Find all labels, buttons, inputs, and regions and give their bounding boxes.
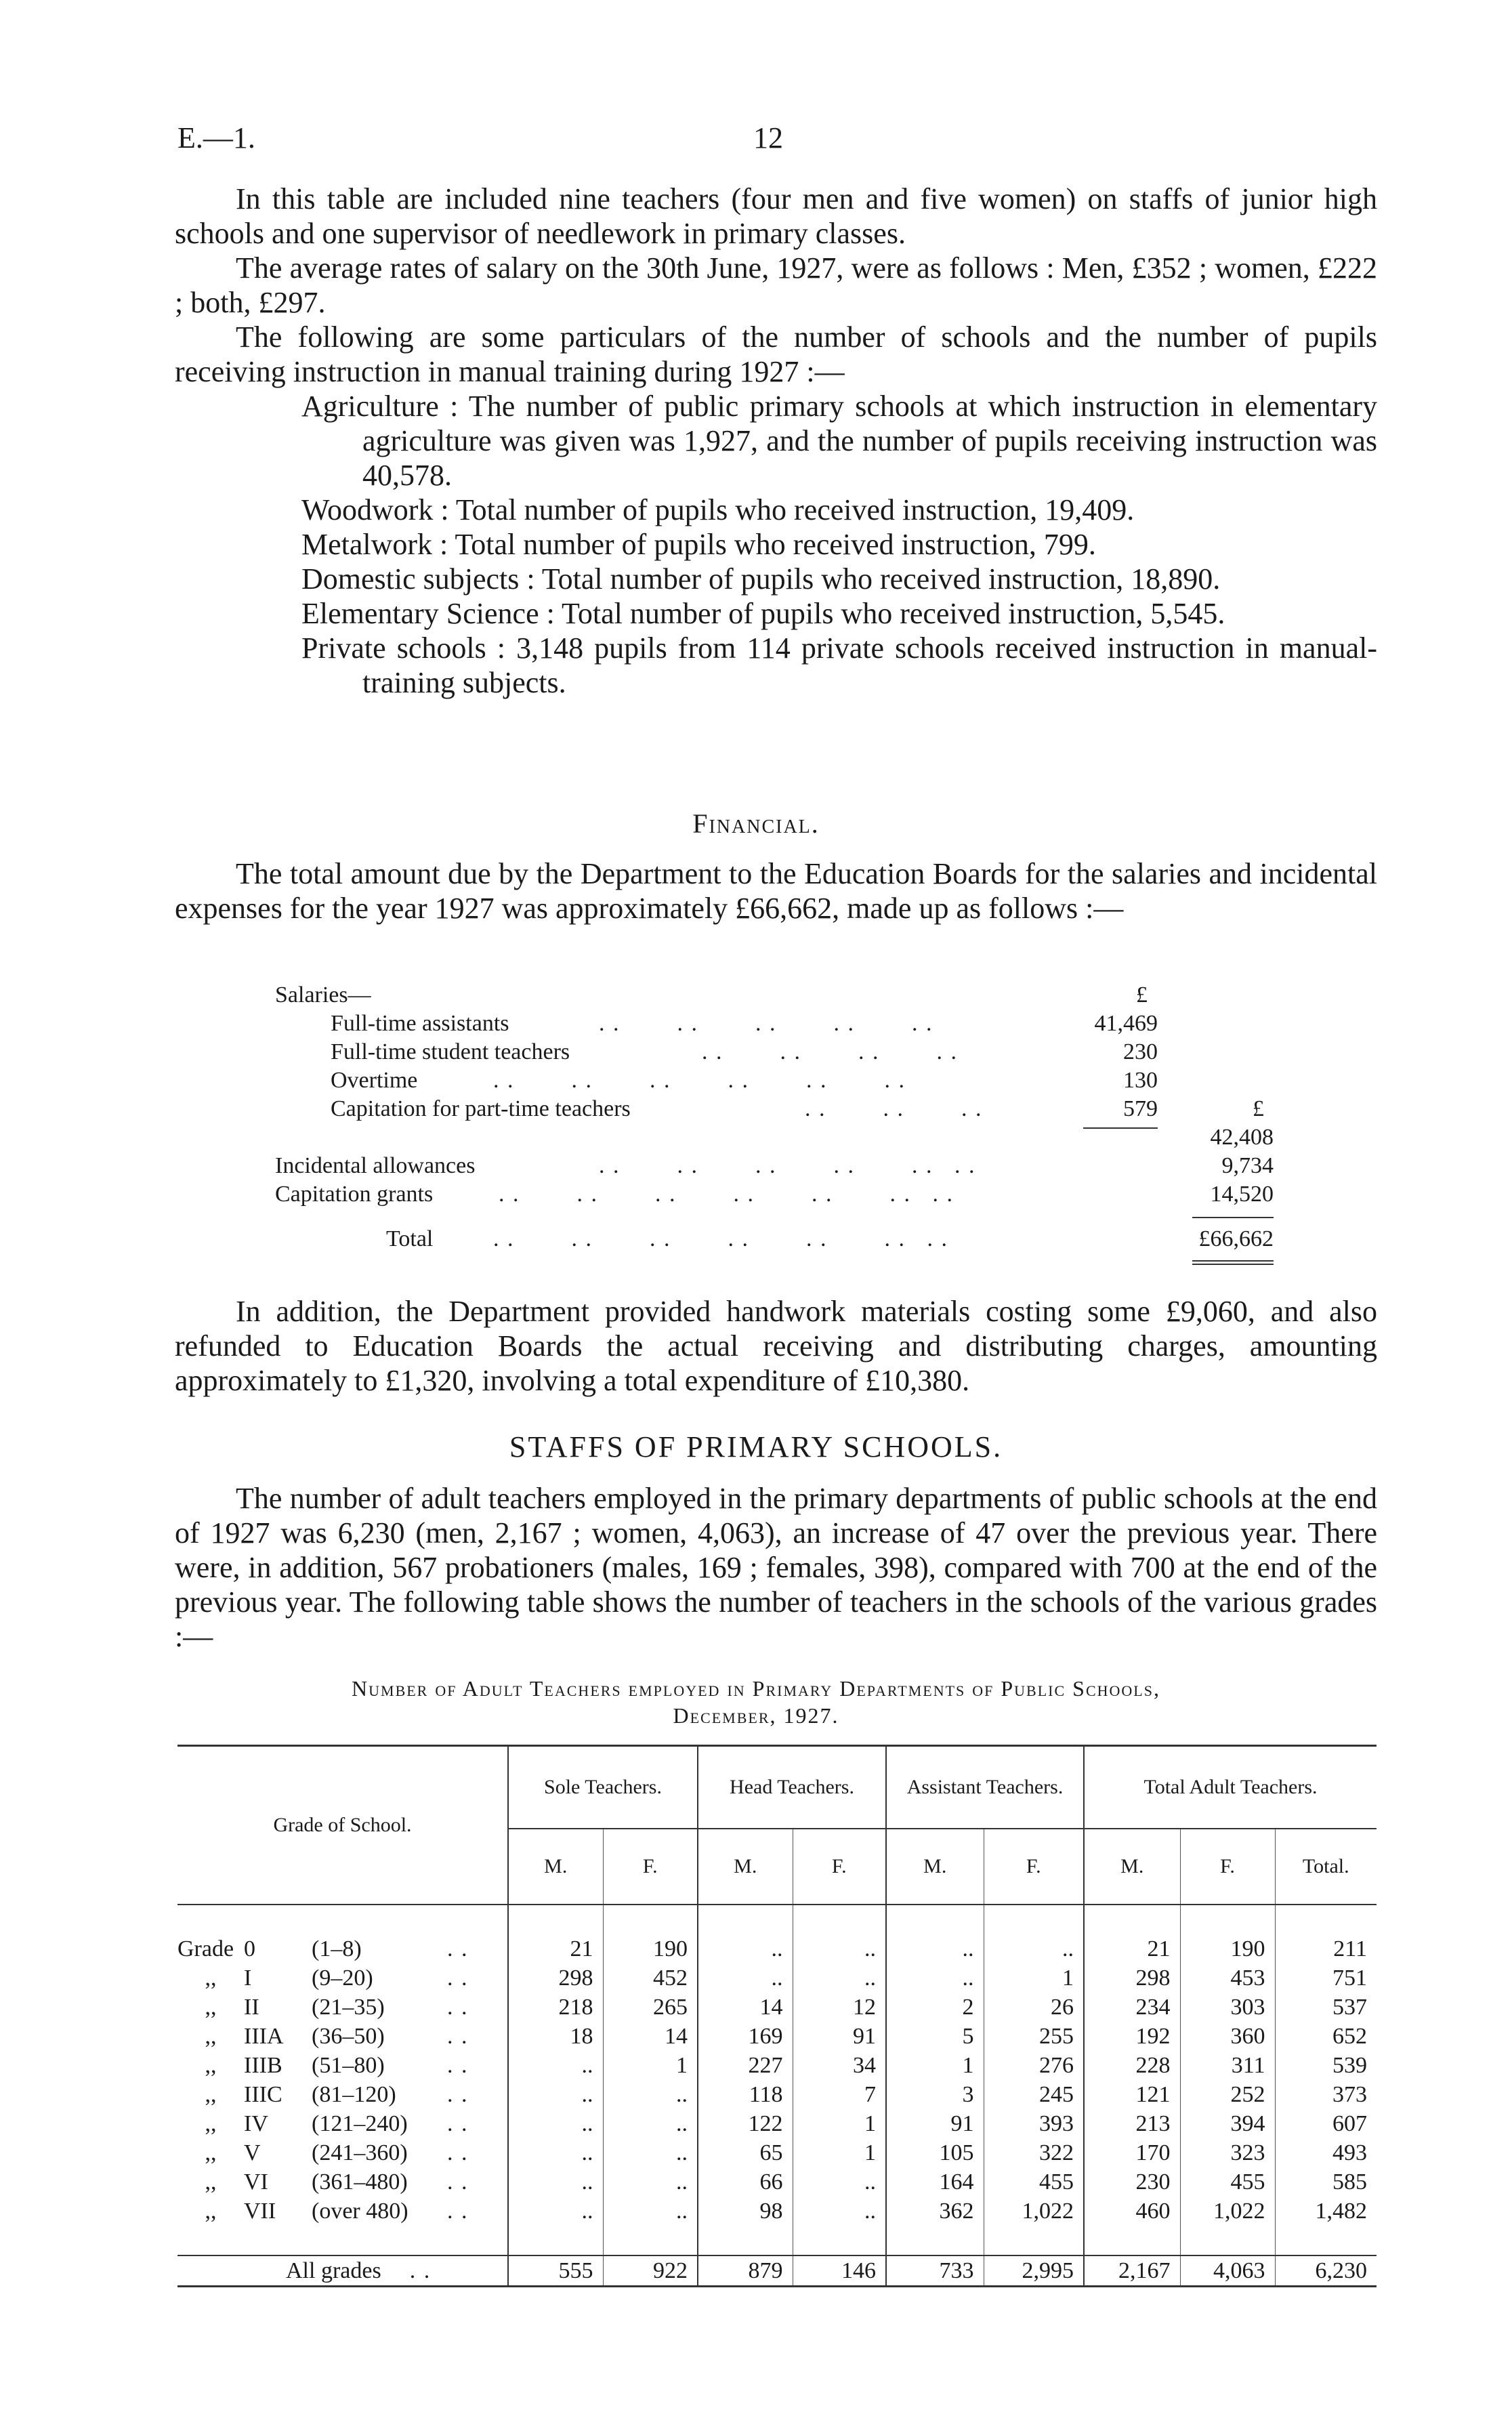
intro-paragraph-1: In this table are included nine teachers (four men and five women) on staffs of junior high schools and one supervisor of needlework in primary classes. bbox=[175, 182, 1377, 250]
all-grades-label: All grades . . bbox=[177, 2255, 508, 2287]
total-m: 230 bbox=[1084, 2167, 1180, 2197]
head-f: .. bbox=[793, 1934, 886, 1963]
sole-f: .. bbox=[603, 2167, 698, 2197]
all-sole-f: 922 bbox=[603, 2255, 698, 2287]
financial-statement bbox=[275, 981, 1291, 1266]
total-all: 751 bbox=[1275, 1963, 1377, 1993]
salary-item-amount: 230 bbox=[1123, 1039, 1158, 1064]
total-total-header: Total. bbox=[1275, 1829, 1377, 1905]
staffs-section bbox=[175, 1481, 1377, 1654]
head-m: .. bbox=[698, 1934, 793, 1963]
salary-item-label: Overtime bbox=[331, 1068, 418, 1093]
total-all: 607 bbox=[1275, 2109, 1377, 2138]
manual-item-domestic: Domestic subjects : Total number of pupils who received instruction, 18,890. bbox=[301, 562, 1221, 596]
total-all: 493 bbox=[1275, 2138, 1377, 2167]
head-f: 1 bbox=[793, 2109, 886, 2138]
total-m: 121 bbox=[1084, 2080, 1180, 2109]
financial-addition-section bbox=[175, 1294, 1377, 1398]
head-f: 34 bbox=[793, 2051, 886, 2080]
manual-item-woodwork: Woodwork : Total number of pupils who received instruction, 19,409. bbox=[301, 493, 1135, 526]
total-all: 1,482 bbox=[1275, 2197, 1377, 2226]
total-f: 1,022 bbox=[1180, 2197, 1275, 2226]
head-m-header: M. bbox=[698, 1829, 793, 1905]
sole-m: 18 bbox=[508, 2022, 603, 2051]
manual-item-private: Private schools : 3,148 pupils from 114 private schools received instruction in manual-training subjects. bbox=[301, 631, 1377, 699]
other-item bbox=[275, 1180, 1291, 1209]
table-row bbox=[177, 1963, 1377, 1993]
assistant-f: 1,022 bbox=[984, 2197, 1084, 2226]
assistant-m: 1 bbox=[886, 2051, 984, 2080]
intro-section bbox=[175, 182, 1377, 700]
head-f: .. bbox=[793, 1963, 886, 1993]
total-all: 539 bbox=[1275, 2051, 1377, 2080]
assistant-f: 1 bbox=[984, 1963, 1084, 1993]
table-header-row-1 bbox=[177, 1746, 1377, 1829]
sole-f: 265 bbox=[603, 1993, 698, 2022]
manual-item-agriculture: Agriculture : The number of public primary schools at which instruction in elementary agriculture was given was 1,927, and the number of pupils receiving instruction was 40,578. bbox=[301, 390, 1377, 492]
head-m: 65 bbox=[698, 2138, 793, 2167]
total-m: 234 bbox=[1084, 1993, 1180, 2022]
total-label: Total bbox=[386, 1226, 434, 1251]
all-total-f: 4,063 bbox=[1180, 2255, 1275, 2287]
leader-dots: . . . . . . . . . . . . . . bbox=[499, 1182, 954, 1207]
sole-f: .. bbox=[603, 2109, 698, 2138]
total-f: 455 bbox=[1180, 2167, 1275, 2197]
assistant-m: 2 bbox=[886, 1993, 984, 2022]
salaries-subtotal-row bbox=[275, 1123, 1291, 1152]
total-f-header: F. bbox=[1180, 1829, 1275, 1905]
salary-item-amount: 130 bbox=[1123, 1068, 1158, 1093]
leader-dots: . . . . . . . . . . . . . . bbox=[493, 1226, 948, 1251]
head-m: .. bbox=[698, 1963, 793, 1993]
head-f: 1 bbox=[793, 2138, 886, 2167]
financial-total-amount: £66,662 bbox=[1198, 1226, 1274, 1251]
assistant-f-header: F. bbox=[984, 1829, 1084, 1905]
assistant-f: 26 bbox=[984, 1993, 1084, 2022]
grade-label: ,, II (21–35) . . bbox=[205, 1994, 469, 2020]
head-f: 7 bbox=[793, 2080, 886, 2109]
intro-paragraph-3: The following are some particulars of the number of schools and the number of pupils receiving instruction in manual training during 1927 :— bbox=[175, 320, 1377, 388]
total-f: 360 bbox=[1180, 2022, 1275, 2051]
financial-heading: Financial. bbox=[692, 808, 820, 839]
assistant-m-header: M. bbox=[886, 1829, 984, 1905]
currency-symbol-col2: £ bbox=[1253, 1096, 1264, 1121]
head-f-header: F. bbox=[793, 1829, 886, 1905]
table-row bbox=[177, 1934, 1377, 1963]
sole-f: 190 bbox=[603, 1934, 698, 1963]
head-m: 122 bbox=[698, 2109, 793, 2138]
grade-label: ,, V (241–360) . . bbox=[205, 2140, 469, 2165]
total-f: 303 bbox=[1180, 1993, 1275, 2022]
table-row bbox=[177, 1993, 1377, 2022]
assistant-m: 5 bbox=[886, 2022, 984, 2051]
sole-f: 1 bbox=[603, 2051, 698, 2080]
total-m-header: M. bbox=[1084, 1829, 1180, 1905]
assistant-m: 362 bbox=[886, 2197, 984, 2226]
table-row bbox=[177, 2080, 1377, 2109]
salaries-label: Salaries— bbox=[275, 982, 371, 1007]
total-m: 460 bbox=[1084, 2197, 1180, 2226]
salary-item-amount: 579 bbox=[1123, 1096, 1158, 1121]
assistant-f: 245 bbox=[984, 2080, 1084, 2109]
sole-m: .. bbox=[508, 2109, 603, 2138]
teachers-table bbox=[177, 1745, 1377, 2287]
assistant-f: 255 bbox=[984, 2022, 1084, 2051]
total-all: 373 bbox=[1275, 2080, 1377, 2109]
grade-label: ,, IIIC (81–120) . . bbox=[205, 2081, 469, 2107]
assistant-f: 322 bbox=[984, 2138, 1084, 2167]
total-f: 323 bbox=[1180, 2138, 1275, 2167]
financial-intro-section bbox=[175, 856, 1377, 926]
other-item-amount: 9,734 bbox=[1221, 1153, 1274, 1178]
assistant-m: 164 bbox=[886, 2167, 984, 2197]
sole-m: 298 bbox=[508, 1963, 603, 1993]
currency-symbol-col1: £ bbox=[1136, 982, 1148, 1007]
assistant-m: .. bbox=[886, 1963, 984, 1993]
salary-item bbox=[275, 1038, 1291, 1066]
head-f: 91 bbox=[793, 2022, 886, 2051]
all-total-m: 2,167 bbox=[1084, 2255, 1180, 2287]
other-item-label: Capitation grants bbox=[275, 1182, 434, 1207]
total-m: 228 bbox=[1084, 2051, 1180, 2080]
teachers-table-wrapper bbox=[177, 1745, 1377, 2287]
table-row bbox=[177, 2167, 1377, 2197]
salary-item-label: Full-time student teachers bbox=[331, 1039, 570, 1064]
grade-label: ,, VII (over 480) . . bbox=[205, 2198, 469, 2224]
total-m: 298 bbox=[1084, 1963, 1180, 1993]
sole-teachers-header: Sole Teachers. bbox=[508, 1746, 698, 1829]
total-rule bbox=[1192, 1217, 1274, 1218]
table-caption-line-2: December, 1927. bbox=[673, 1703, 839, 1728]
all-head-m: 879 bbox=[698, 2255, 793, 2287]
leader-dots: . . . . . . . . . . . . bbox=[599, 1153, 976, 1178]
financial-addition: In addition, the Department provided handwork materials costing some £9,060, and also refunded to Education Boards the actual receiving and distributing charges, amounting approximately to £1,320, involving a total expenditure of £10,380. bbox=[175, 1295, 1377, 1397]
staffs-heading: STAFFS OF PRIMARY SCHOOLS. bbox=[509, 1430, 1003, 1463]
double-rule-top bbox=[1192, 1260, 1274, 1262]
assistant-m: 3 bbox=[886, 2080, 984, 2109]
subtotal-rule bbox=[1083, 1127, 1158, 1129]
all-head-f: 146 bbox=[793, 2255, 886, 2287]
salary-item bbox=[275, 1095, 1291, 1123]
salaries-total: 42,408 bbox=[1210, 1125, 1274, 1150]
sole-m: 21 bbox=[508, 1934, 603, 1963]
leader-dots: . . . . . . . . . . . . bbox=[493, 1068, 906, 1093]
assistant-m: 105 bbox=[886, 2138, 984, 2167]
assistant-f: 455 bbox=[984, 2167, 1084, 2197]
leader-dots: . . . . . . . . . . bbox=[599, 1011, 933, 1036]
all-assistant-f: 2,995 bbox=[984, 2255, 1084, 2287]
grade-label: ,, IV (121–240) . . bbox=[205, 2110, 469, 2136]
head-m: 169 bbox=[698, 2022, 793, 2051]
salary-item-label: Capitation for part-time teachers bbox=[331, 1096, 631, 1121]
other-item-label: Incidental allowances bbox=[275, 1153, 476, 1178]
leader-dots: . . . . . . bbox=[805, 1096, 983, 1121]
head-f: .. bbox=[793, 2167, 886, 2197]
grade-label: Grade 0 (1–8) . . bbox=[177, 1936, 469, 1961]
other-item bbox=[275, 1152, 1291, 1180]
intro-paragraph-2: The average rates of salary on the 30th June, 1927, were as follows : Men, £352 ; women, £222 ; both, £297. bbox=[175, 251, 1377, 319]
all-total-all: 6,230 bbox=[1275, 2255, 1377, 2287]
sole-f-header: F. bbox=[603, 1829, 698, 1905]
total-f: 252 bbox=[1180, 2080, 1275, 2109]
grade-label: ,, IIIB (51–80) . . bbox=[205, 2052, 469, 2078]
other-item-amount: 14,520 bbox=[1210, 1182, 1274, 1207]
sole-m: .. bbox=[508, 2197, 603, 2226]
leader-dots: . . . . . . . . bbox=[702, 1039, 958, 1064]
salary-item-amount: 41,469 bbox=[1094, 1011, 1158, 1036]
all-assistant-m: 733 bbox=[886, 2255, 984, 2287]
manual-training-list bbox=[175, 389, 1377, 700]
total-adult-teachers-header: Total Adult Teachers. bbox=[1084, 1746, 1377, 1829]
sole-m: .. bbox=[508, 2080, 603, 2109]
financial-intro: The total amount due by the Department to the Education Boards for the salaries and incidental expenses for the year 1927 was approximately £66,662, made up as follows :— bbox=[175, 857, 1377, 925]
sole-f: .. bbox=[603, 2197, 698, 2226]
manual-item-science: Elementary Science : Total number of pupils who received instruction, 5,545. bbox=[301, 597, 1225, 630]
all-sole-m: 555 bbox=[508, 2255, 603, 2287]
total-f: 453 bbox=[1180, 1963, 1275, 1993]
all-grades-row bbox=[177, 2255, 1377, 2287]
assistant-m: 91 bbox=[886, 2109, 984, 2138]
sole-m: .. bbox=[508, 2138, 603, 2167]
sole-f: .. bbox=[603, 2080, 698, 2109]
salary-item bbox=[275, 1010, 1291, 1038]
manual-item-metalwork: Metalwork : Total number of pupils who received instruction, 799. bbox=[301, 528, 1096, 561]
sole-f: 452 bbox=[603, 1963, 698, 1993]
table-row bbox=[177, 2022, 1377, 2051]
total-all: 537 bbox=[1275, 1993, 1377, 2022]
table-row bbox=[177, 2109, 1377, 2138]
total-m: 192 bbox=[1084, 2022, 1180, 2051]
assistant-f: 276 bbox=[984, 2051, 1084, 2080]
head-m: 66 bbox=[698, 2167, 793, 2197]
total-m: 170 bbox=[1084, 2138, 1180, 2167]
staffs-paragraph: The number of adult teachers employed in the primary departments of public schools at the end of 1927 was 6,230 (men, 2,167 ; women, 4,063), an increase of 47 over the previous year. There were, in addition, 567 probationers (males, 169 ; females, 398), compared with 700 at the end of the previous year. The following table shows the number of teachers in the schools of the various grades :— bbox=[175, 1482, 1377, 1653]
sole-m: .. bbox=[508, 2051, 603, 2080]
total-f: 190 bbox=[1180, 1934, 1275, 1963]
grade-header: Grade of School. bbox=[177, 1746, 508, 1905]
total-all: 585 bbox=[1275, 2167, 1377, 2197]
financial-total-row bbox=[275, 1225, 1291, 1257]
grade-label: ,, IIIA (36–50) . . bbox=[205, 2023, 469, 2049]
total-f: 311 bbox=[1180, 2051, 1275, 2080]
sole-m: .. bbox=[508, 2167, 603, 2197]
grade-label: ,, VI (361–480) . . bbox=[205, 2169, 469, 2195]
grade-label: ,, I (9–20) . . bbox=[205, 1965, 469, 1991]
salary-item bbox=[275, 1066, 1291, 1095]
head-f: .. bbox=[793, 2197, 886, 2226]
total-f: 394 bbox=[1180, 2109, 1275, 2138]
head-m: 118 bbox=[698, 2080, 793, 2109]
assistant-f: 393 bbox=[984, 2109, 1084, 2138]
table-row bbox=[177, 2197, 1377, 2226]
salary-item-label: Full-time assistants bbox=[331, 1011, 509, 1036]
total-m: 21 bbox=[1084, 1934, 1180, 1963]
table-row bbox=[177, 2051, 1377, 2080]
page-reference: E.—1. bbox=[177, 121, 255, 154]
double-rule-bottom bbox=[1192, 1264, 1274, 1265]
total-m: 213 bbox=[1084, 2109, 1180, 2138]
total-all: 652 bbox=[1275, 2022, 1377, 2051]
head-m: 98 bbox=[698, 2197, 793, 2226]
page-number: 12 bbox=[753, 121, 783, 154]
head-m: 227 bbox=[698, 2051, 793, 2080]
sole-f: 14 bbox=[603, 2022, 698, 2051]
head-f: 12 bbox=[793, 1993, 886, 2022]
sole-m-header: M. bbox=[508, 1829, 603, 1905]
assistant-m: .. bbox=[886, 1934, 984, 1963]
sole-m: 218 bbox=[508, 1993, 603, 2022]
head-m: 14 bbox=[698, 1993, 793, 2022]
head-teachers-header: Head Teachers. bbox=[698, 1746, 886, 1829]
assistant-f: .. bbox=[984, 1934, 1084, 1963]
table-row bbox=[177, 2138, 1377, 2167]
table-caption-line-1: Number of Adult Teachers employed in Primary Departments of Public Schools, bbox=[352, 1676, 1160, 1701]
sole-f: .. bbox=[603, 2138, 698, 2167]
assistant-teachers-header: Assistant Teachers. bbox=[886, 1746, 1084, 1829]
total-all: 211 bbox=[1275, 1934, 1377, 1963]
